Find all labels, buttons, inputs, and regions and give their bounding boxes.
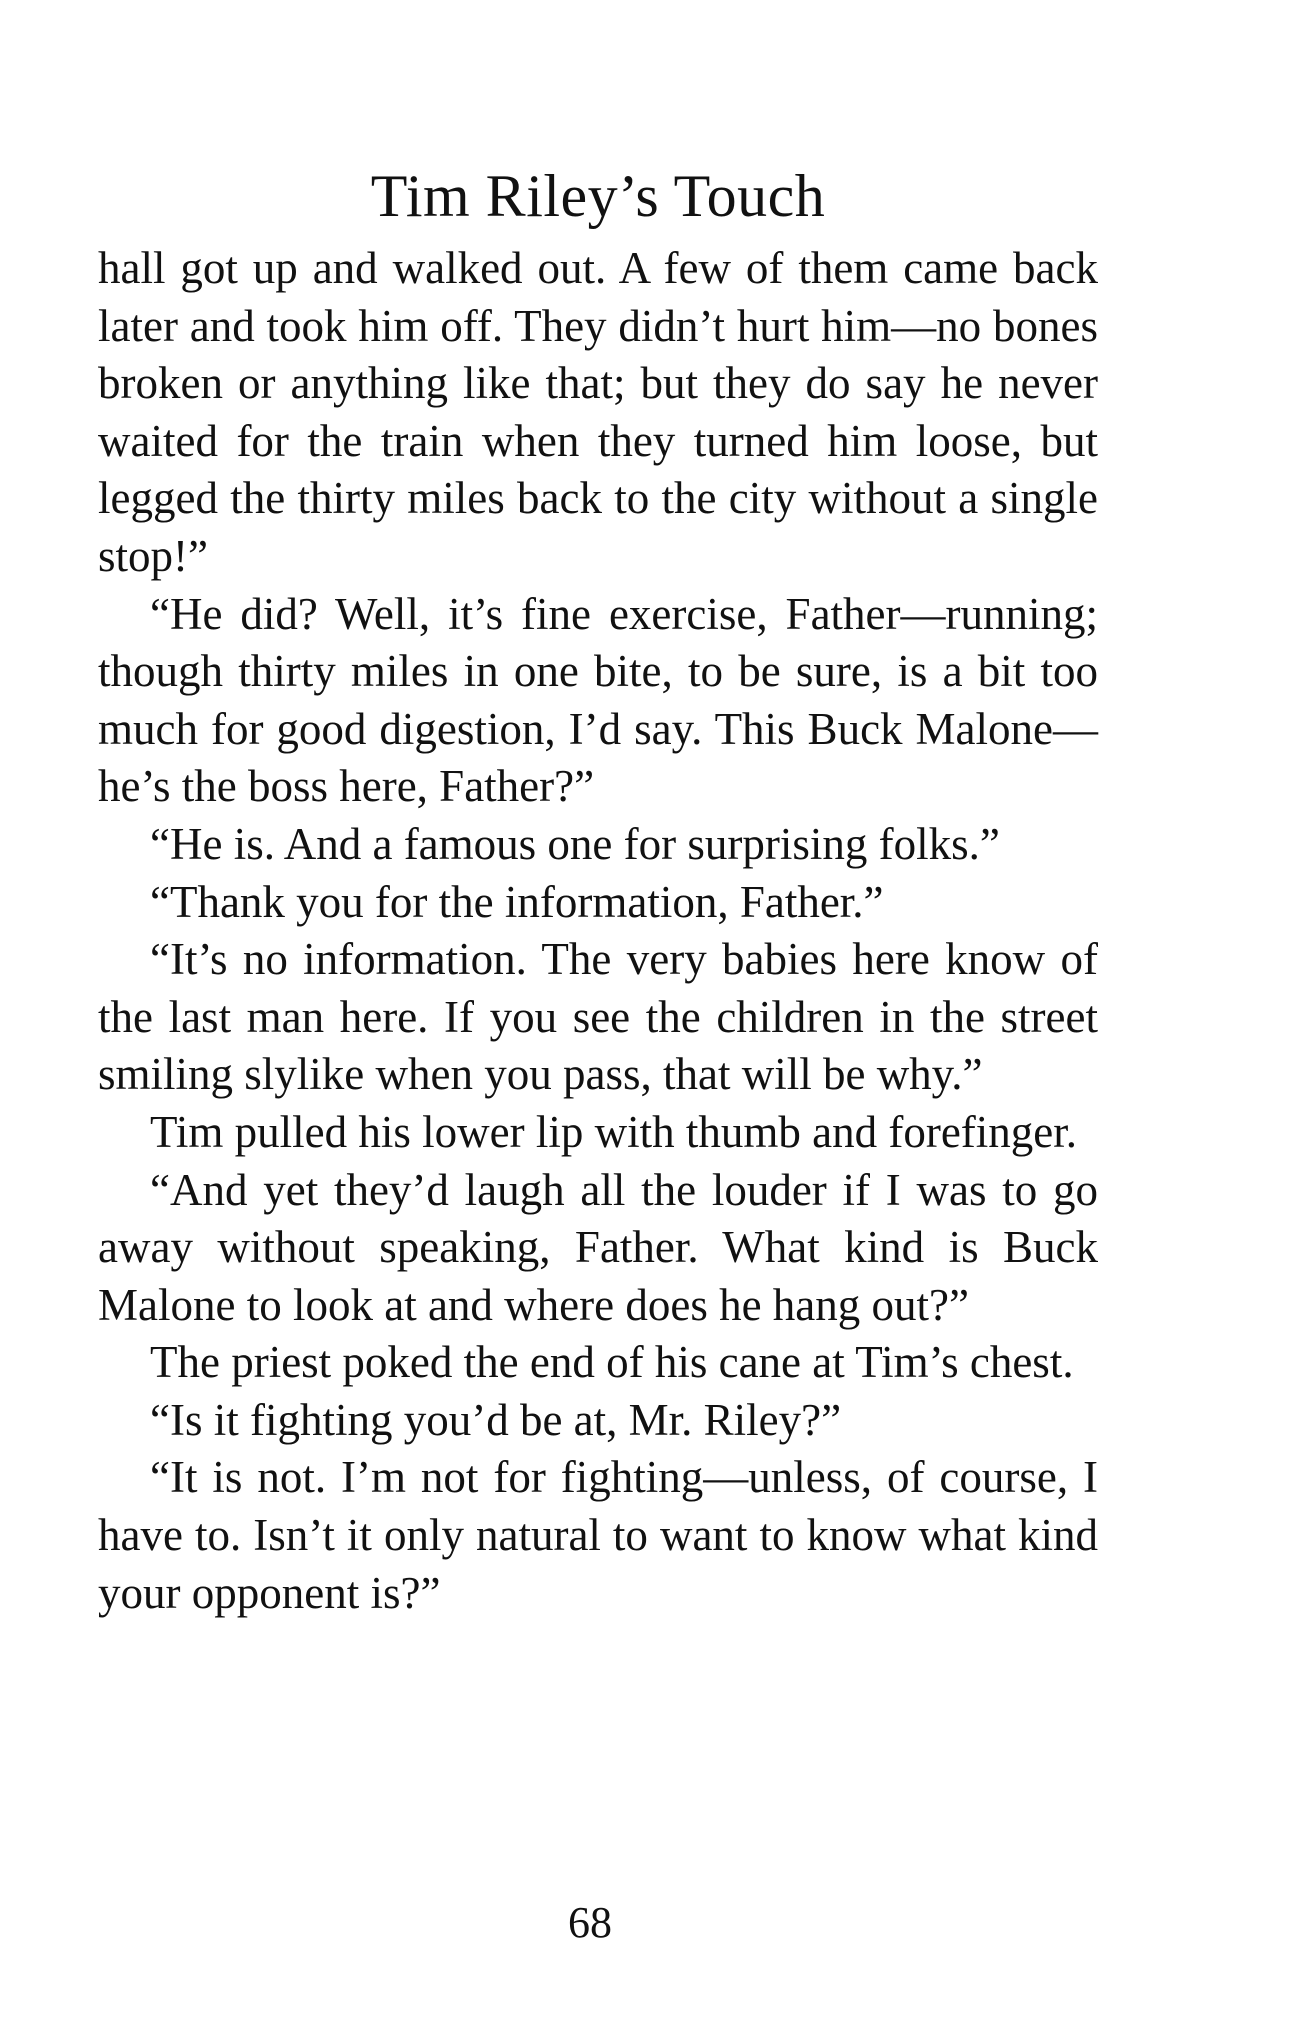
paragraph: “He did? Well, it’s fine exercise, Father—running; though thirty miles in one bite, to be sure, is a bit too much for good digestion, I’d say. This Buck Malone—he’s the boss here, Father?”	[98, 588, 1098, 812]
paragraph: “He is. And a famous one for surprising folks.”	[150, 818, 1000, 869]
paragraph: “It is not. I’m not for fighting—unless, of course, I have to. Isn’t it only natural to want to know what kind your opponent is?”	[98, 1452, 1098, 1618]
paragraph: “Is it fighting you’d be at, Mr. Riley?”	[150, 1394, 842, 1445]
paragraph: “It’s no information. The very babies here know of the last man here. If you see the children in the street smiling slylike when you pass, that will be why.”	[98, 934, 1098, 1100]
book-page	[98, 160, 1098, 1622]
body-text	[98, 240, 1098, 1622]
paragraph: hall got up and walked out. A few of them came back later and took him off. They didn’t hurt him—no bones broken or anything like that; but they do say he never waited for the train when they turned him loose, but legged the thirty miles back to the city without a single stop!”	[98, 243, 1098, 581]
paragraph: The priest poked the end of his cane at Tim’s chest.	[150, 1337, 1074, 1388]
running-head: Tim Riley’s Touch	[370, 163, 826, 229]
page-number: 68	[568, 1898, 612, 1947]
paragraph: Tim pulled his lower lip with thumb and forefinger.	[150, 1106, 1078, 1157]
paragraph: “And yet they’d laugh all the louder if I was to go away without speaking, Father. What kind is Buck Malone to look at and where does he hang out?”	[98, 1164, 1098, 1330]
paragraph: “Thank you for the information, Father.”	[150, 876, 884, 927]
